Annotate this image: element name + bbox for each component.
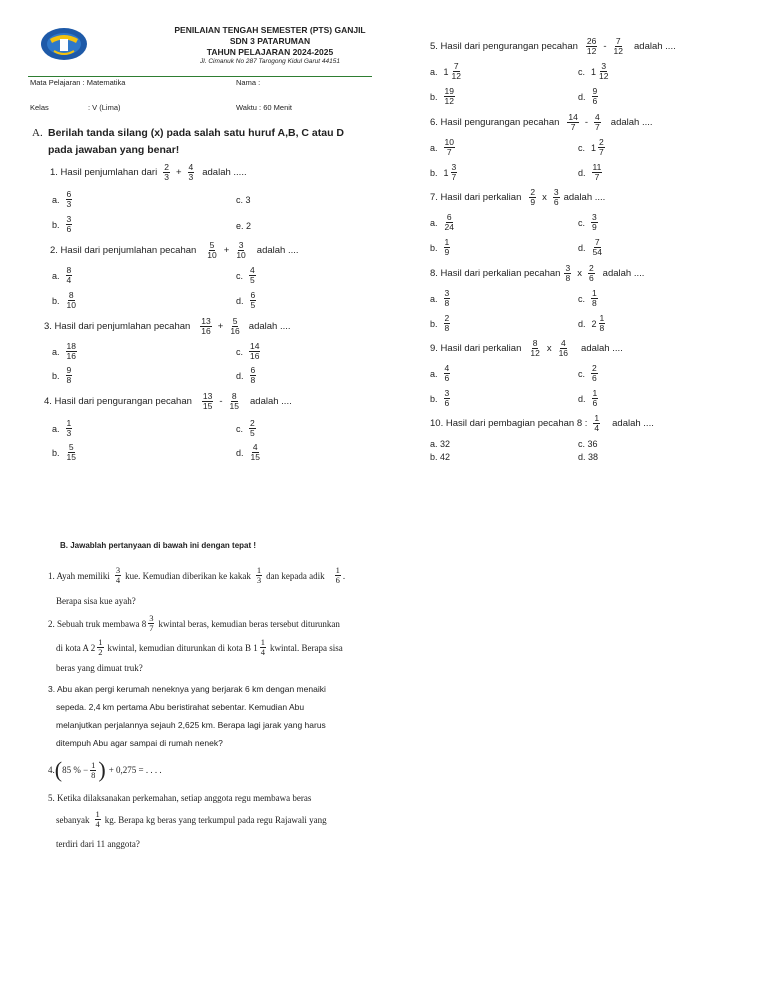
section-a-instruction-2: pada jawaban yang benar! [48,144,180,156]
q3-option-c[interactable]: c. $\frac{14}{16}$ [236,341,260,361]
header-address: Jl. Cimanuk No 287 Tarogong Kidul Garut 44151 [200,58,340,65]
q9-option-b[interactable]: b. $\frac{3}{6}$ [430,388,450,408]
q1-option-a[interactable]: a. $\frac{6}{3}$ [52,189,72,209]
q10-option-b[interactable]: b. 42 [430,452,451,462]
q3-option-a[interactable]: a. $\frac{18}{16}$ [52,341,76,361]
q10-option-c[interactable]: c. 36 [578,439,598,449]
q5-option-a[interactable]: a. 1 $\frac{7}{12}$ [430,61,461,81]
school-logo [40,27,88,61]
class-value: : V (Lima) [88,103,121,112]
header-title: PENILAIAN TENGAH SEMESTER (PTS) GANJIL [174,25,366,35]
essay-2-line-2: di kota A 2 $\frac{1}{2}$ kwintal, kemudian diturunkan di kota B 1 $\frac{1}{4}$ kwintal. Berapa sisa [56,637,343,657]
q10-option-a[interactable]: a. 32 [430,439,451,449]
section-a-instruction-1: Berilah tanda silang (x) pada salah satu huruf A,B, C atau D [48,127,344,139]
question-7: 7. Hasil dari perkalian $\frac{2}{9}$ x $\frac{3}{6}$ adalah .... [430,187,606,207]
q9-option-c[interactable]: c. $\frac{2}{6}$ [578,363,597,383]
question-4: 4. Hasil dari pengurangan pecahan $\frac{13}{15}$ - $\frac{8}{15}$ adalah .... [44,391,292,411]
essay-3-line-1: 3. Abu akan pergi kerumah neneknya yang berjarak 6 km dengan menaiki [48,684,326,694]
header-divider [28,76,372,77]
essay-5-line-1: 5. Ketika dilaksanakan perkemahan, setiap anggota regu membawa beras [48,793,312,803]
q8-option-b[interactable]: b. $\frac{2}{8}$ [430,313,450,333]
time-label: Waktu : 60 Menit [236,103,292,112]
essay-4: 4. ( 85 % − $\frac{1}{8}$ ) + 0,275 = . . . . [48,757,162,782]
q6-option-a[interactable]: a. $\frac{10}{7}$ [430,137,454,157]
name-label: Nama : [236,78,261,87]
header-school: SDN 3 PATARUMAN [229,36,311,46]
q5-option-b[interactable]: b. $\frac{19}{12}$ [430,86,454,106]
q7-option-b[interactable]: b. $\frac{1}{9}$ [430,237,450,257]
header-year: TAHUN PELAJARAN 2024-2025 [206,47,334,57]
q2-option-a[interactable]: a. $\frac{8}{4}$ [52,265,72,285]
q7-option-c[interactable]: c. $\frac{3}{9}$ [578,212,597,232]
q4-option-c[interactable]: c. $\frac{2}{5}$ [236,418,255,438]
essay-5-line-2: sebanyak $\frac{1}{4}$ kg. Berapa kg beras yang terkumpul pada regu Rajawali yang [56,809,327,829]
q1-option-c[interactable]: c. 3 [236,195,251,205]
question-5: 5. Hasil dari pengurangan pecahan $\frac{26}{12}$ - $\frac{7}{12}$ adalah .... [430,36,676,56]
q7-option-a[interactable]: a. $\frac{6}{24}$ [430,212,454,232]
q1-option-e[interactable]: e. 2 [236,221,252,231]
subject-label: Mata Pelajaran : Matematika [30,78,126,87]
question-8: 8. Hasil dari perkalian pecahan $\frac{3}{8}$ x $\frac{2}{6}$ adalah .... [430,263,645,283]
q4-option-a[interactable]: a. $\frac{1}{3}$ [52,418,72,438]
q4-option-b[interactable]: b. $\frac{5}{15}$ [52,442,76,462]
essay-2-line-1: 2. Sebuah truk membawa 8 $\frac{3}{7}$ kwintal beras, kemudian beras tersebut diturunkan [48,613,340,633]
essay-5-line-3: terdiri dari 11 anggota? [56,839,140,849]
q7-option-d[interactable]: d. $\frac{7}{54}$ [578,237,602,257]
question-6: 6. Hasil pengurangan pecahan $\frac{14}{7}$ - $\frac{4}{7}$ adalah .... [430,112,653,132]
section-b-title: B. Jawablah pertanyaan di bawah ini dengan tepat ! [60,541,257,550]
q9-option-a[interactable]: a. $\frac{4}{6}$ [430,363,450,383]
question-9: 9. Hasil dari perkalian $\frac{8}{12}$ x $\frac{4}{16}$ adalah .... [430,338,623,358]
q6-option-c[interactable]: c. 1 $\frac{2}{7}$ [578,137,604,157]
q3-option-d[interactable]: d. $\frac{6}{8}$ [236,365,256,385]
question-3: 3. Hasil dari penjumlahan pecahan $\frac{13}{16}$ + $\frac{5}{16}$ adalah .... [44,316,291,336]
section-a-letter: A. [32,127,43,139]
q2-option-b[interactable]: b. $\frac{8}{10}$ [52,290,76,310]
q6-option-b[interactable]: b. 1 $\frac{3}{7}$ [430,162,457,182]
q1-option-b[interactable]: b. $\frac{3}{6}$ [52,214,72,234]
essay-1-line-1: 1. Ayah memiliki $\frac{3}{4}$ kue. Kemudian diberikan ke kakak $\frac{1}{3}$ dan kepada adik $\frac{1}{6}$ . [48,565,346,585]
q8-option-a[interactable]: a. $\frac{3}{8}$ [430,288,450,308]
essay-3-line-3: melanjutkan perjalannya sejauh 2,625 km. Berapa lagi jarak yang harus [56,720,326,730]
question-10: 10. Hasil dari pembagian pecahan 8 : $\frac{1}{4}$ adalah .... [430,413,654,433]
q6-option-d[interactable]: d. $\frac{11}{7}$ [578,162,602,182]
q10-option-d[interactable]: d. 38 [578,452,599,462]
essay-3-line-4: ditempuh Abu agar sampai di rumah nenek? [56,738,223,748]
essay-3-line-2: sepeda. 2,4 km pertama Abu beristirahat sebentar. Kemudian Abu [56,702,305,712]
q8-option-d[interactable]: d. 2 $\frac{1}{8}$ [578,313,605,333]
q2-option-c[interactable]: c. $\frac{4}{5}$ [236,265,255,285]
q8-option-c[interactable]: c. $\frac{1}{8}$ [578,288,597,308]
q5-option-d[interactable]: d. $\frac{9}{6}$ [578,86,598,106]
question-1: 1. Hasil penjumlahan dari $\frac{2}{3}$ + $\frac{4}{3}$ adalah ..... [50,162,247,182]
q4-option-d[interactable]: d. $\frac{4}{15}$ [236,442,260,462]
q5-option-c[interactable]: c. 1 $\frac{3}{12}$ [578,61,609,81]
class-label: Kelas [30,103,49,112]
q2-option-d[interactable]: d. $\frac{6}{5}$ [236,290,256,310]
q9-option-d[interactable]: d. $\frac{1}{6}$ [578,388,598,408]
essay-2-line-3: beras yang dimuat truk? [56,663,143,673]
question-2: 2. Hasil dari penjumlahan pecahan $\frac{5}{10}$ + $\frac{3}{10}$ adalah .... [50,240,299,260]
q3-option-b[interactable]: b. $\frac{9}{8}$ [52,365,72,385]
essay-1-line-2: Berapa sisa kue ayah? [56,596,136,606]
